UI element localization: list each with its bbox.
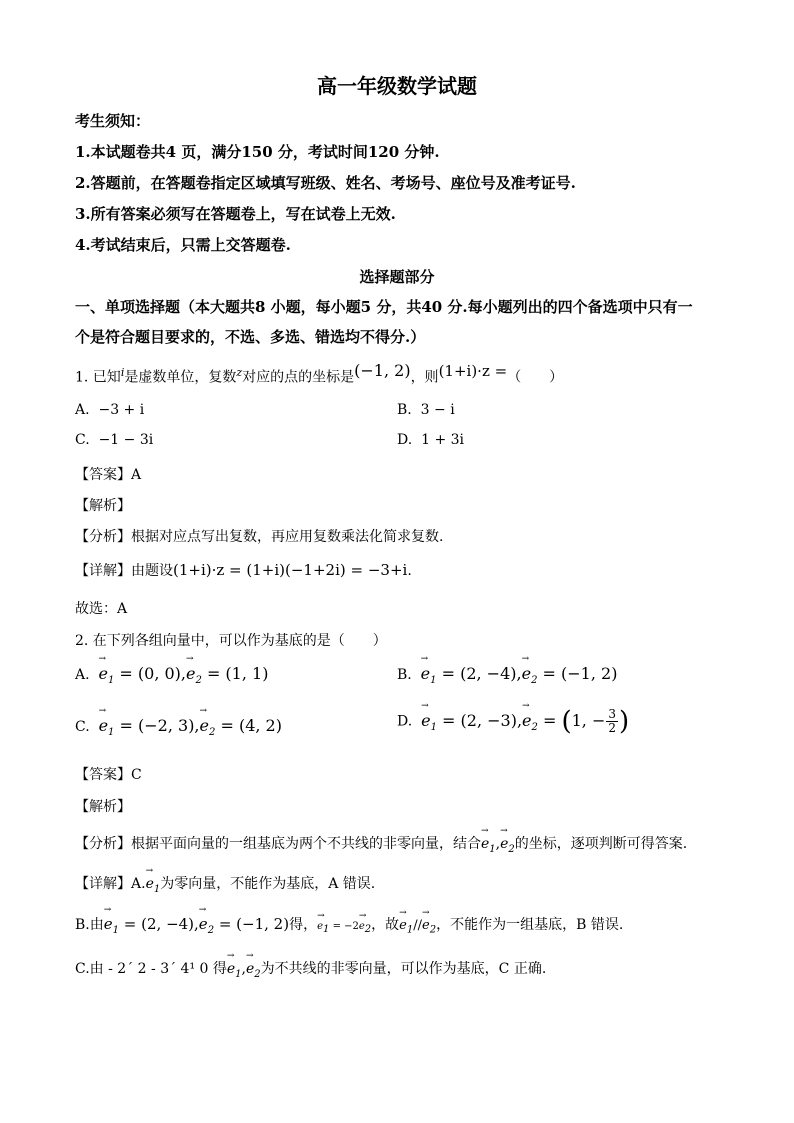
q2-option-a-label: A. [75,667,90,683]
q2-detail-c2: 为不共线的非零向量，可以作为基底，C 正确. [260,961,547,977]
q2-option-b-e2: = (−1, 2) [542,664,618,683]
q2-stem: 2. 在下列各组向量中，可以作为基底的是（ ） [75,633,387,649]
vector-e2-symbol: → $e_2$ [199,915,214,936]
q2-detail-c1: C.由 - 2´ 2 - 3´ 4¹ 0 得 [75,961,227,977]
vector-e1-symbol: → $e_1$ [317,921,329,935]
q1-analysis-tag: 【解析】 [75,498,131,514]
vector-e2-symbol: → $e_2$ [522,711,538,733]
q1-option-b-text: 3 − i [420,402,455,418]
q2-detail-a [75,873,375,895]
q2-option-b [397,664,617,686]
q2-option-b-label: B. [397,667,412,683]
q1-coord: (−1, 2) [354,360,411,380]
right-paren: ) [619,706,630,736]
vector-e2-symbol: → $e_2$ [186,664,202,686]
q1-option-b [397,402,455,418]
vector-e1-symbol: → $e_1$ [399,918,413,936]
vector-e1-symbol: → $e_1$ [481,836,496,855]
notice-item-2: 2.答题前，在答题卷指定区域填写班级、姓名、考场号、座位号及准考证号. [75,174,576,192]
q1-stem-e: （ ） [507,369,564,386]
vector-e1-symbol: → $e_1$ [99,716,115,738]
vector-e2-symbol: → $e_2$ [200,716,216,738]
vector-e1-symbol: → $e_1$ [98,664,114,686]
q1-z: z [236,366,243,379]
part1-line2: 个是符合题目要求的，不选、多选、错选均不得分.） [75,328,426,346]
q2-detail-b: B.由→ $e_1 = (2$, $-4),\to e_2 = (-1$, 2)得，→ $e_1 = -2\to e_2$，故→ $e_1//\to e_2$，不能作为一组基底，B 错误. [75,914,623,936]
q1-option-a [75,402,144,418]
q2-detail-a-prefix: 【详解】A. [75,876,146,892]
vector-e2-symbol: → $e_2$ [246,961,261,980]
q1-option-d-text: 1 + 3i [421,432,465,448]
left-paren: ( [561,706,572,736]
page-title: 高一年级数学试题 [317,74,477,98]
vector-e1-symbol: → $e_1$ [146,876,161,895]
q2-answer: 【答案】C [75,767,142,783]
part1-line1: 一、单项选择题（本大题共8 小题，每小题5 分，共40 分.每小题列出的四个备选项中只有一 [75,298,693,316]
q1-detail-b: . [407,563,412,579]
q2-option-d-label: D. [397,713,413,730]
vector-e1-symbol: → $e_1$ [227,961,242,980]
q2-detail-b3: = −2 [332,921,359,932]
q2-detail-b5: ，不能作为一组基底，B 错误. [436,917,624,933]
q1-stem-d: ，则 [410,369,439,386]
q1-stem-c: 对应的点的坐标是 [242,369,355,386]
q2-option-a-e1: = (0, 0), [119,664,186,683]
q2-option-a [75,664,268,686]
q2-detail-c: C.由 - 2´ 2 - 3´ 4¹ 0 得→ $e_1,\to e_2$为不共线的非零向量，可以作为基底，C 正确. [75,958,546,980]
vector-e2-symbol: → $e_2$ [359,921,371,935]
q2-option-d-e2-a: = [542,710,562,730]
q1-detail [75,560,412,580]
q1-stem-a: 1. 已知 [75,369,121,386]
vector-e1-symbol: → $e_1$ [421,711,437,733]
q1-detail-math: (1+i)·z = (1+i)(−1+2i) = −3+i [173,561,408,579]
q1-stem-b: 是虚数单位，复数 [124,369,237,386]
q2-option-d-e2-b: 1, − [571,710,606,730]
fraction-denominator: 2 [608,720,617,735]
q2-detail-b1: B.由 [75,917,104,933]
q2-option-c-e2: = (4, 2) [220,716,282,735]
notice-item-3: 3.所有答案必须写在答题卷上，写在试卷上无效. [75,205,396,223]
q1-i: i [120,366,125,379]
q2-fenxi: 【分析】根据平面向量的一组基底为两个不共线的非零向量，结合→ $e_1,\to e_2$的坐标，逐项判断可得答案. [75,833,687,855]
q2-detail-a-text: 为零向量，不能作为基底，A 错误. [160,876,376,892]
q2-detail-b2: 得， [289,917,318,933]
q1-answer: 【答案】A [75,467,142,483]
q1-expr: (1+i)·z = [438,361,508,380]
q1-option-c-text: −1 − 3i [98,432,154,448]
q1-option-c [75,432,153,448]
fraction-numerator: 3 [608,706,617,721]
vector-e2-symbol: → $e_2$ [500,836,515,855]
vector-e1-symbol: → $e_1$ [421,664,437,686]
q1-option-c-label: C. [75,432,90,448]
q1-fenxi: 【分析】根据对应点写出复数，再应用复数乘法化简求复数. [75,529,444,545]
notice-item-4: 4.考试结束后，只需上交答题卷. [75,236,291,254]
q1-option-d-label: D. [397,432,413,448]
q1-detail-a: 【详解】由题设 [75,563,173,579]
q2-fenxi-a: 【分析】根据平面向量的一组基底为两个不共线的非零向量，结合 [75,836,481,852]
q1-option-d [397,432,464,448]
q2-option-c-label: C. [75,719,90,735]
q2-fenxi-b: 的坐标，逐项判断可得答案. [514,836,688,852]
q2-option-c [75,716,282,738]
q1-stem [75,360,564,387]
vector-e1-symbol: → $e_1$ [104,915,119,936]
q1-option-a-text: −3 + i [98,402,145,418]
q2-option-d [397,706,629,736]
q2-option-c-e1: = (−2, 3), [119,716,200,735]
q1-option-b-label: B. [397,402,412,418]
q2-detail-b-e2: = (−1, 2) [218,915,290,933]
q2-option-d-e1: = (2, −3), [442,710,523,730]
notice-heading: 考生须知： [75,112,151,130]
q1-option-a-label: A. [75,402,90,418]
q2-option-b-e1: = (2, −4), [441,664,522,683]
section-label: 选择题部分 [359,268,435,286]
q2-option-a-e2: = (1, 1) [206,664,269,683]
q2-analysis-tag: 【解析】 [75,799,131,815]
notice-item-1: 1.本试题卷共4 页，满分150 分，考试时间120 分钟. [75,143,440,161]
fraction [606,708,618,735]
q2-detail-b4: ，故 [371,917,400,933]
q1-conclusion: 故选：A [75,601,128,617]
vector-e2-symbol: → $e_2$ [522,664,538,686]
vector-e2-symbol: → $e_2$ [422,918,436,936]
q2-detail-b-e1: = (2, −4), [123,915,199,933]
